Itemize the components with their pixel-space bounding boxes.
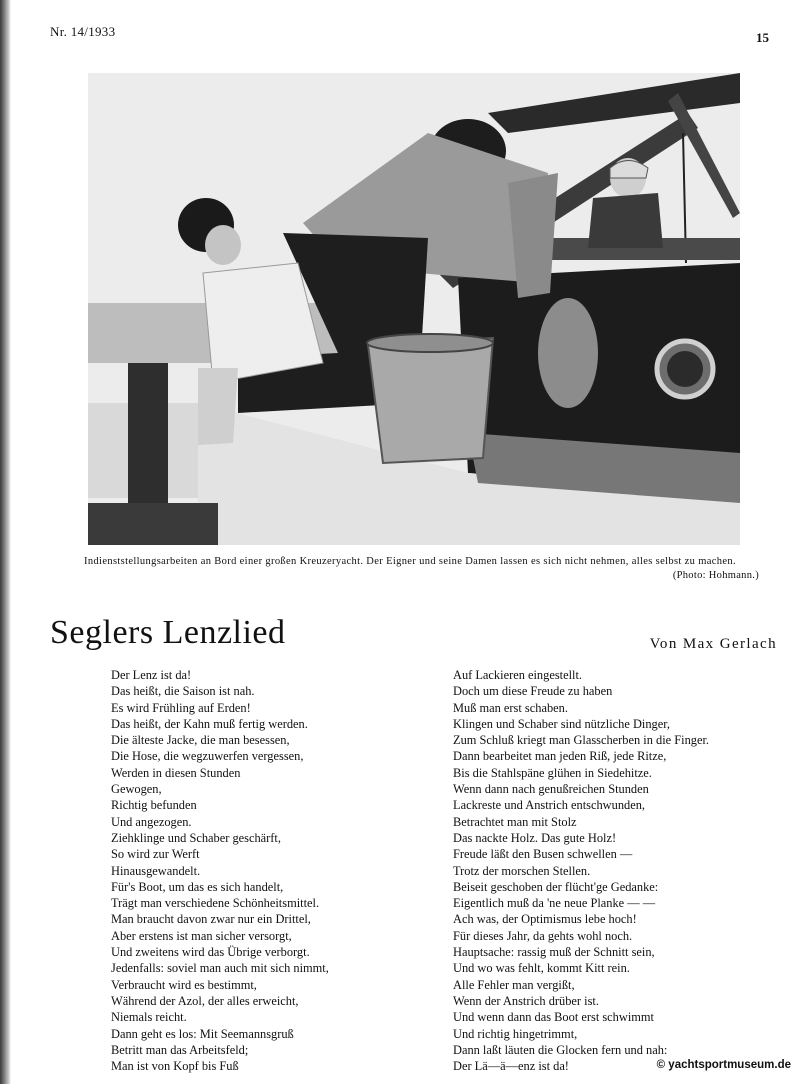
- poem-line: Betritt man das Arbeitsfeld;: [111, 1042, 249, 1057]
- poem-line: Das heißt, die Saison ist nah.: [111, 684, 255, 699]
- poem-line: Muß man erst schaben.: [453, 700, 568, 715]
- poem-line: Doch um diese Freude zu haben: [453, 684, 613, 699]
- poem-line: Es wird Frühling auf Erden!: [111, 700, 251, 715]
- page-number: 15: [756, 30, 769, 45]
- poem-line: Das heißt, der Kahn muß fertig werden.: [111, 716, 308, 731]
- poem-line: Ach was, der Optimismus lebe hoch!: [453, 912, 637, 927]
- poem-line: Werden in diesen Stunden: [111, 765, 241, 780]
- poem-left-column: [111, 667, 329, 1074]
- poem-line: Klingen und Schaber sind nützliche Dinger,: [453, 716, 670, 731]
- poem-line: Für's Boot, um das es sich handelt,: [111, 879, 284, 894]
- poem-line: Das nackte Holz. Das gute Holz!: [453, 830, 617, 845]
- poem-line: Und wo was fehlt, kommt Kitt rein.: [453, 961, 630, 976]
- poem-line: Der Lenz ist da!: [111, 668, 192, 682]
- photo-bucket: [368, 338, 493, 463]
- poem-line: Jedenfalls: soviel man auch mit sich nimmt,: [111, 961, 329, 976]
- photo-woman-face: [205, 225, 241, 265]
- photo-cradle-base: [88, 503, 218, 545]
- poem-line: Und zweitens wird das Übrige verborgt.: [111, 945, 310, 960]
- photo-porthole-glass: [667, 351, 703, 387]
- watermark: © yachtsportmuseum.de: [656, 1059, 791, 1071]
- photo-caption: Indienststellungsarbeiten an Bord einer großen Kreuzeryacht. Der Eigner und seine Damen lassen es sich nicht nehmen, alles selbst zu machen.: [84, 556, 736, 567]
- poem-line: Hauptsache: rassig muß der Schnitt sein,: [453, 945, 655, 960]
- poem-line: Eigentlich muß da 'ne neue Planke — —: [453, 896, 656, 911]
- photo-credit: (Photo: Hohmann.): [672, 570, 759, 581]
- issue-number: Nr. 14/1933: [50, 24, 116, 39]
- poem-line: Die älteste Jacke, die man besessen,: [111, 733, 290, 748]
- poem-line: Alle Fehler man vergißt,: [453, 977, 575, 992]
- poem-line: Dann bearbeitet man jeden Riß, jede Ritze,: [453, 749, 667, 764]
- page-binding-edge: [0, 0, 11, 1084]
- poem-line: Für dieses Jahr, da gehts wohl noch.: [453, 928, 633, 943]
- photo-shoe: [198, 368, 238, 445]
- poem-line: Zum Schluß kriegt man Glasscherben in die Finger.: [453, 733, 710, 748]
- poem-line: Auf Lackieren eingestellt.: [453, 668, 583, 682]
- poem-line: Dann laßt läuten die Glocken fern und nah:: [453, 1042, 668, 1057]
- photo-scraped-area: [538, 298, 598, 408]
- poem-line: Und angezogen.: [111, 814, 192, 829]
- poem-line: So wird zur Werft: [111, 847, 200, 862]
- poem-line: Wenn der Anstrich drüber ist.: [453, 993, 599, 1008]
- poem-line: Bis die Stahlspäne glühen in Siedehitze.: [453, 765, 652, 780]
- poem-line: Man braucht davon zwar nur ein Drittel,: [111, 912, 311, 927]
- poem-line: Und richtig hingetrimmt,: [453, 1026, 578, 1041]
- photo-bucket-rim: [367, 334, 493, 352]
- poem-right-column: [453, 667, 709, 1074]
- poem-line: Dann geht es los: Mit Seemannsgruß: [111, 1026, 294, 1041]
- poem-line: Richtig befunden: [111, 798, 197, 813]
- poem-line: Wenn dann nach genußreichen Stunden: [453, 782, 649, 797]
- poem-line: Gewogen,: [111, 782, 162, 797]
- poem-line: Betrachtet man mit Stolz: [453, 814, 577, 829]
- article-author: Von Max Gerlach: [649, 636, 777, 652]
- poem-line: Der Lä—ä—enz ist da!: [453, 1059, 569, 1074]
- article-title: Seglers Lenzlied: [50, 614, 286, 651]
- poem-line: Lackreste und Anstrich entschwunden,: [453, 798, 645, 813]
- poem-line: Hinausgewandelt.: [111, 863, 201, 878]
- poem-line: Aber erstens ist man sicher versorgt,: [111, 928, 292, 943]
- photo-woman2-body: [588, 193, 663, 248]
- poem-line: Die Hose, die wegzuwerfen vergessen,: [111, 749, 304, 764]
- poem-line: Und wenn dann das Boot erst schwimmt: [453, 1010, 654, 1025]
- poem-line: Beiseit geschoben der flücht'ge Gedanke:: [453, 879, 659, 894]
- yacht-photo: [88, 73, 740, 545]
- poem-line: Verbraucht wird es bestimmt,: [111, 977, 257, 992]
- poem-line: Trägt man verschiedene Schönheitsmittel.: [111, 896, 320, 911]
- poem-line: Man ist von Kopf bis Fuß: [111, 1059, 239, 1074]
- poem-line: Freude läßt den Busen schwellen —: [453, 847, 633, 862]
- poem-line: Während der Azol, der alles erweicht,: [111, 993, 299, 1008]
- poem-line: Ziehklinge und Schaber geschärft,: [111, 830, 281, 845]
- poem-line: Trotz der morschen Stellen.: [453, 863, 591, 878]
- poem-line: Niemals reicht.: [111, 1010, 187, 1025]
